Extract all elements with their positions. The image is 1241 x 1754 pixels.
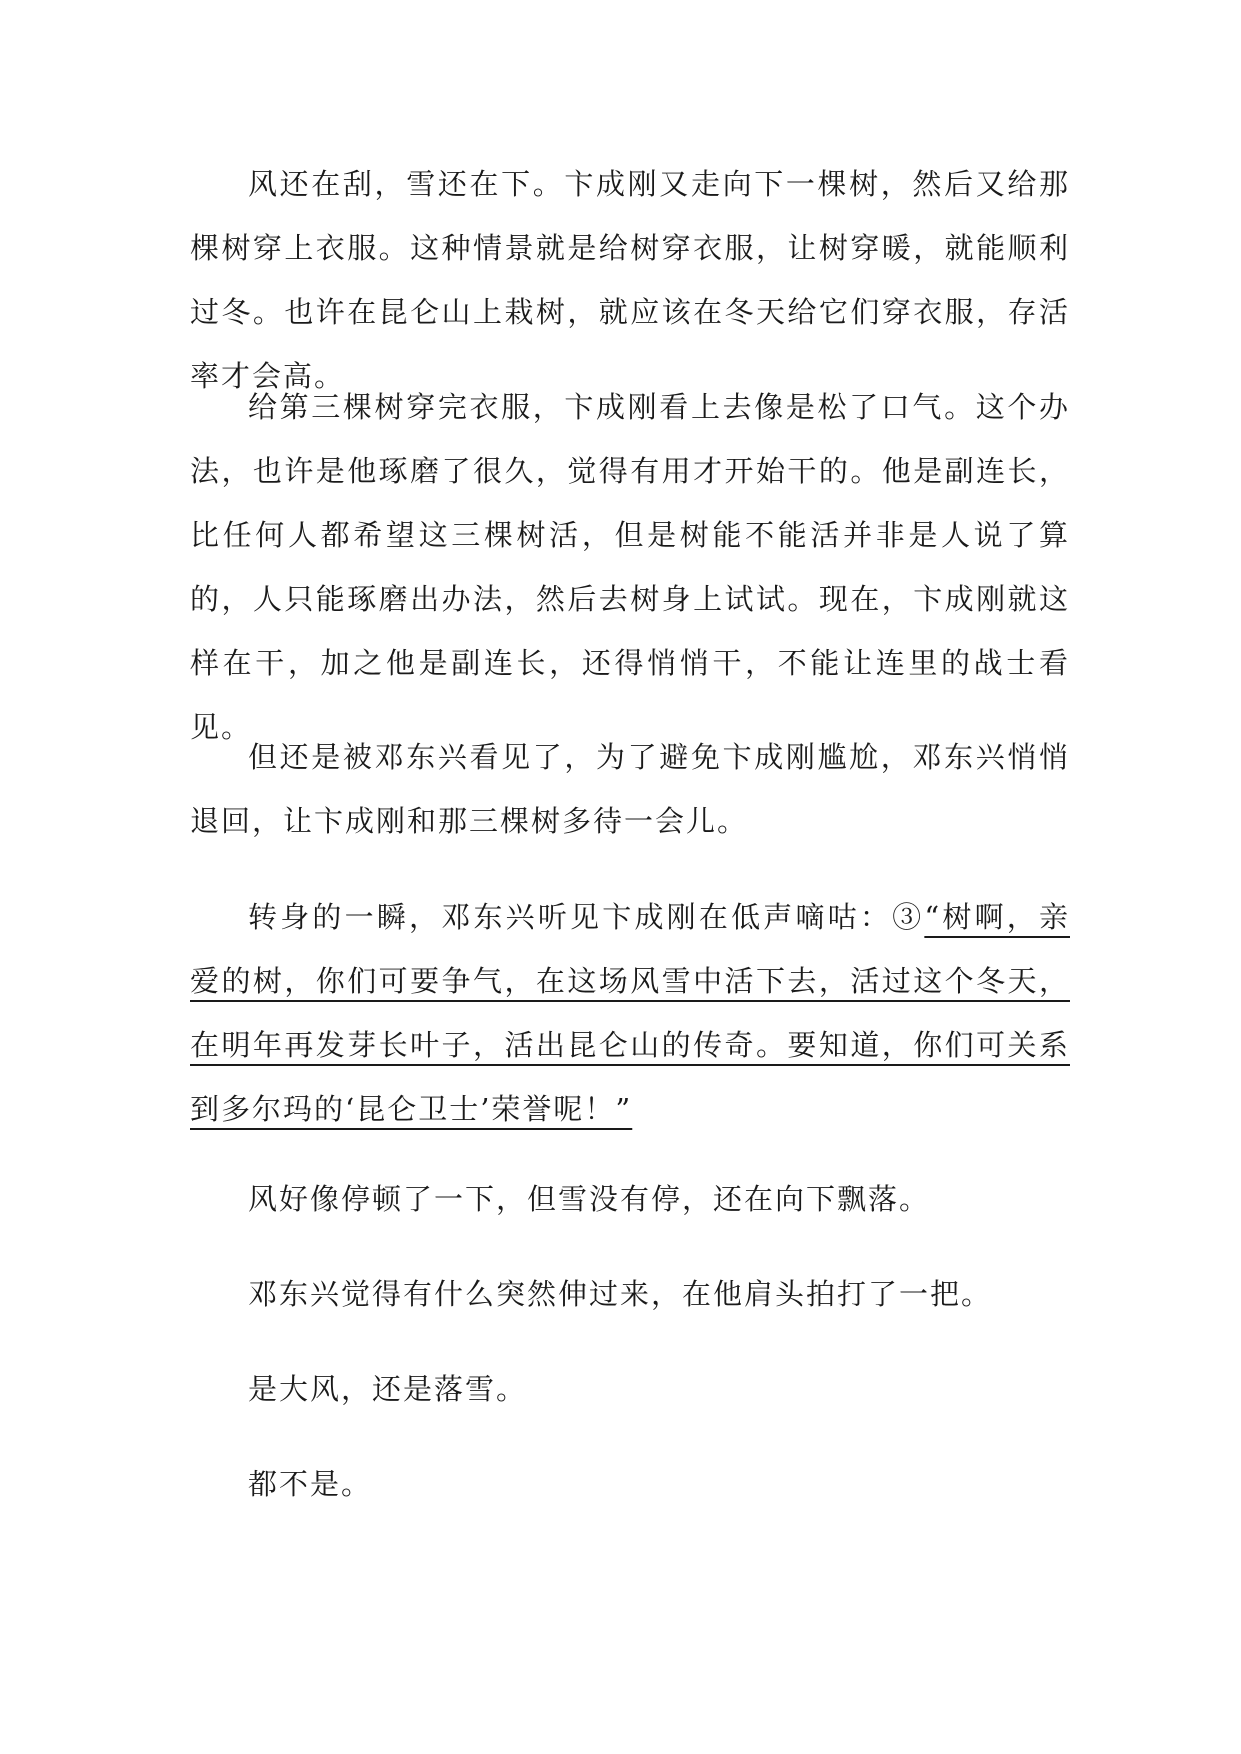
paragraph-6: 邓东兴觉得有什么突然伸过来，在他肩头拍打了一把。 (248, 1277, 993, 1311)
quote-lead: 转身的一瞬，邓东兴听见卞成刚在低声嘀咕： (248, 900, 893, 934)
paragraph-8: 都不是。 (248, 1467, 373, 1501)
paragraph-2: 给第三棵树穿完衣服，卞成刚看上去像是松了口气。这个办法，也许是他琢磨了很久，觉得有用才开始干的。他是副连长，比任何人都希望这三棵树活，但是树能不能活并非是人说了算的，人只能琢磨出办法，然后去树身上试试。现在，卞成刚就这样在干，加之他是副连长，还得悄悄干，不能让连里的战士看见。 (190, 390, 1070, 744)
paragraph-3: 但还是被邓东兴看见了，为了避免卞成刚尴尬，邓东兴悄悄退回，让卞成刚和那三棵树多待一会儿。 (190, 740, 1070, 838)
paragraph-7: 是大风，还是落雪。 (248, 1372, 528, 1406)
question-marker: ③ (892, 900, 925, 934)
paragraph-5: 风好像停顿了一下，但雪没有停，还在向下飘落。 (248, 1182, 931, 1216)
paragraph-1: 风还在刮，雪还在下。卞成刚又走向下一棵树，然后又给那棵树穿上衣服。这种情景就是给树穿衣服，让树穿暖，就能顺利过冬。也许在昆仑山上栽树，就应该在冬天给它们穿衣服，存活率才会高。 (190, 167, 1070, 393)
quote-paragraph (190, 885, 1070, 1141)
underlined-quote: “树啊，亲爱的树，你们可要争气，在这场风雪中活下去，活过这个冬天，在明年再发芽长叶子，活出昆仑山的传奇。要知道，你们可关系到多尔玛的‘昆仑卫士’荣誉呢！” (190, 900, 1070, 1126)
